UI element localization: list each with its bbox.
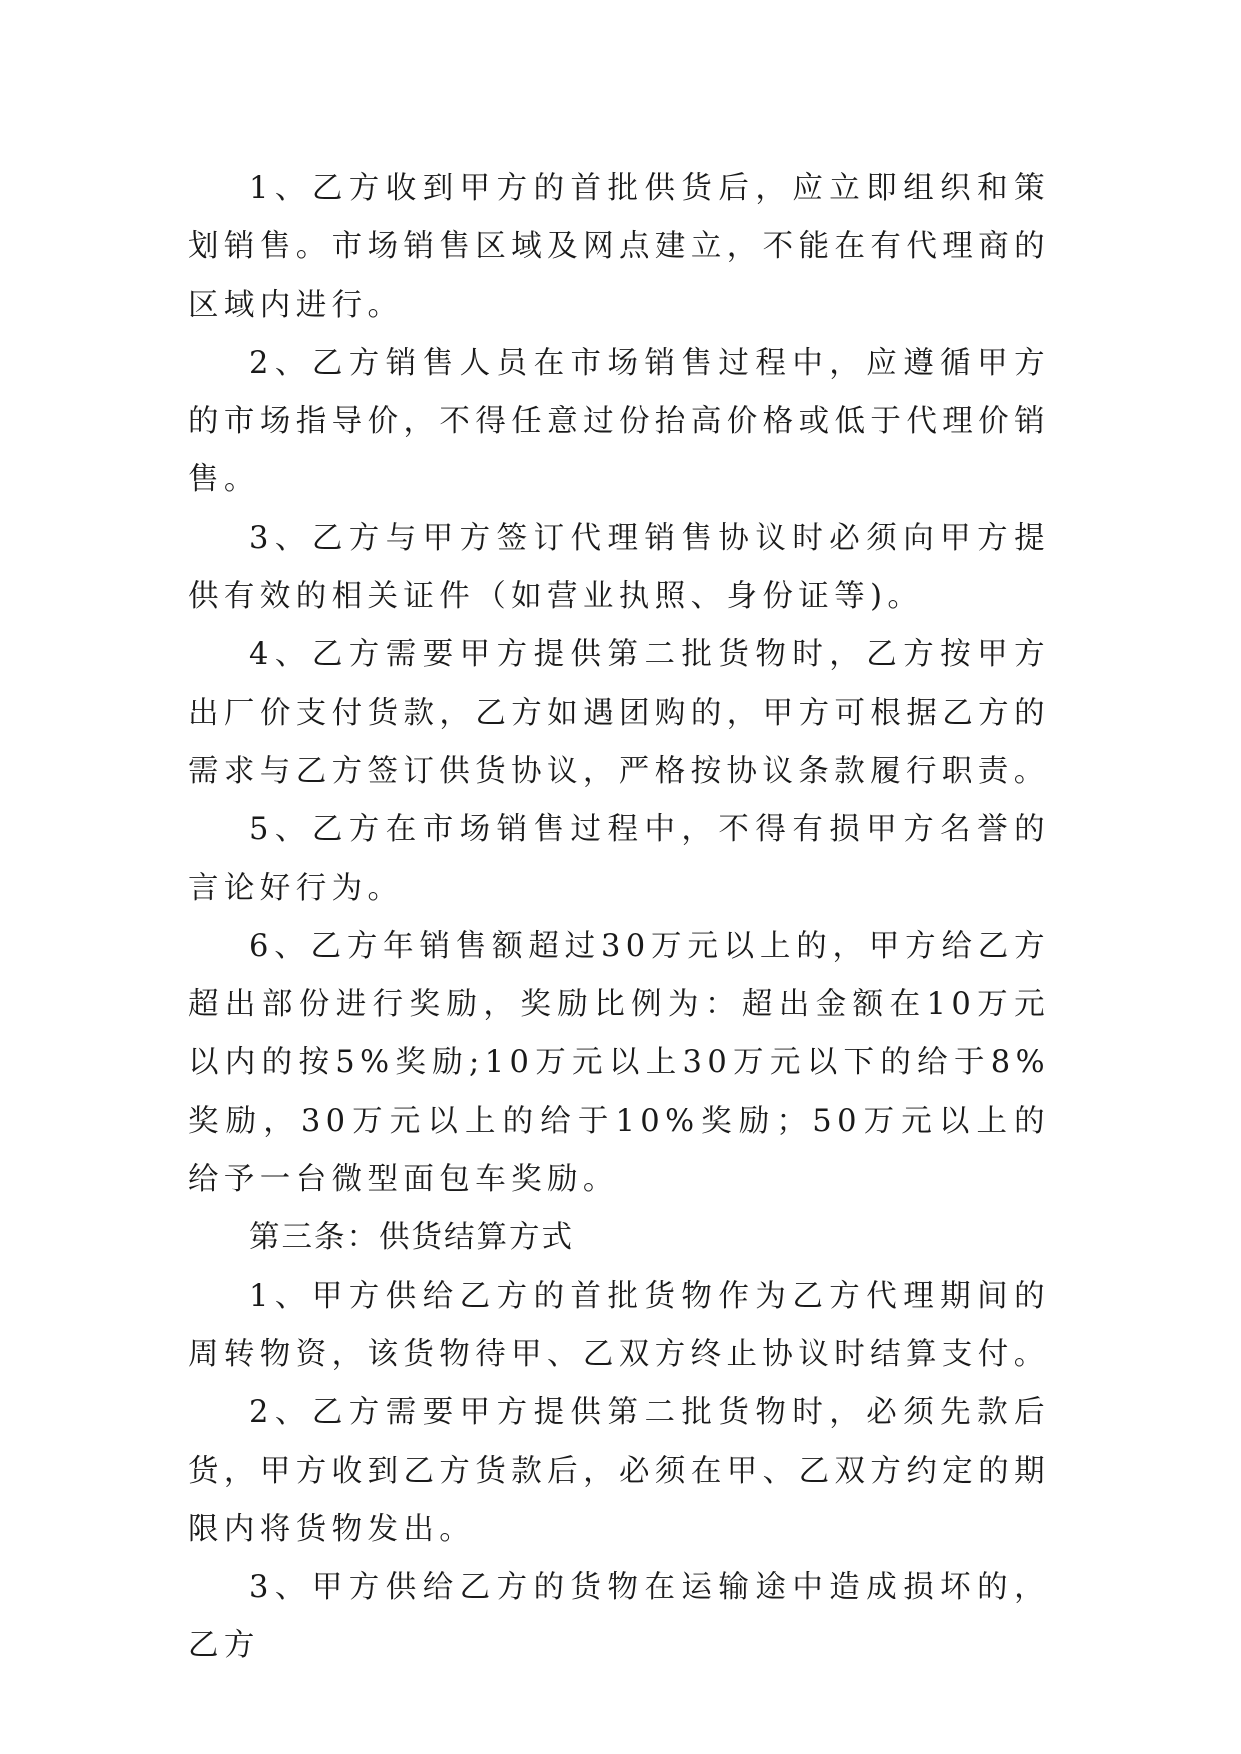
settlement-clause-2-paragraph: 2、乙方需要甲方提供第二批货物时，必须先款后货，甲方收到乙方货款后，必须在甲、乙双方约定的期限内将货物发出。 <box>188 1395 1050 1547</box>
clause-5-paragraph: 5、乙方在市场销售过程中，不得有损甲方名誉的言论好行为。 <box>188 812 1050 906</box>
clause-1-paragraph: 1、乙方收到甲方的首批供货后，应立即组织和策划销售。市场销售区域及网点建立，不能在有代理商的区域内进行。 <box>188 171 1050 323</box>
settlement-clause-1-paragraph: 1、甲方供给乙方的首批货物作为乙方代理期间的周转物资，该货物待甲、乙双方终止协议时结算支付。 <box>188 1278 1050 1372</box>
clause-2-paragraph: 2、乙方销售人员在市场销售过程中，应遵循甲方的市场指导价，不得任意过份抬高价格或低于代理价销售。 <box>188 345 1050 498</box>
clause-3-paragraph: 3、乙方与甲方签订代理销售协议时必须向甲方提供有效的相关证件（如营业执照、身份证等)。 <box>188 520 1050 615</box>
clause-6-paragraph: 6、乙方年销售额超过30万元以上的，甲方给乙方超出部份进行奖励，奖励比例为：超出金额在10万元以内的按5%奖励;10万元以上30万元以下的给于8%奖励，30万元以上的给于10%奖励；50万元以上的给予一台微型面包车奖励。 <box>188 928 1050 1198</box>
settlement-clause-3-paragraph: 3、甲方供给乙方的货物在运输途中造成损坏的，乙方 <box>188 1570 1050 1664</box>
article-3-heading: 第三条：供货结算方式 <box>249 1220 574 1256</box>
clause-4-paragraph: 4、乙方需要甲方提供第二批货物时，乙方按甲方出厂价支付货款，乙方如遇团购的，甲方可根据乙方的需求与乙方签订供货协议，严格按协议条款履行职责。 <box>188 637 1050 789</box>
document-body <box>188 160 1050 1676</box>
